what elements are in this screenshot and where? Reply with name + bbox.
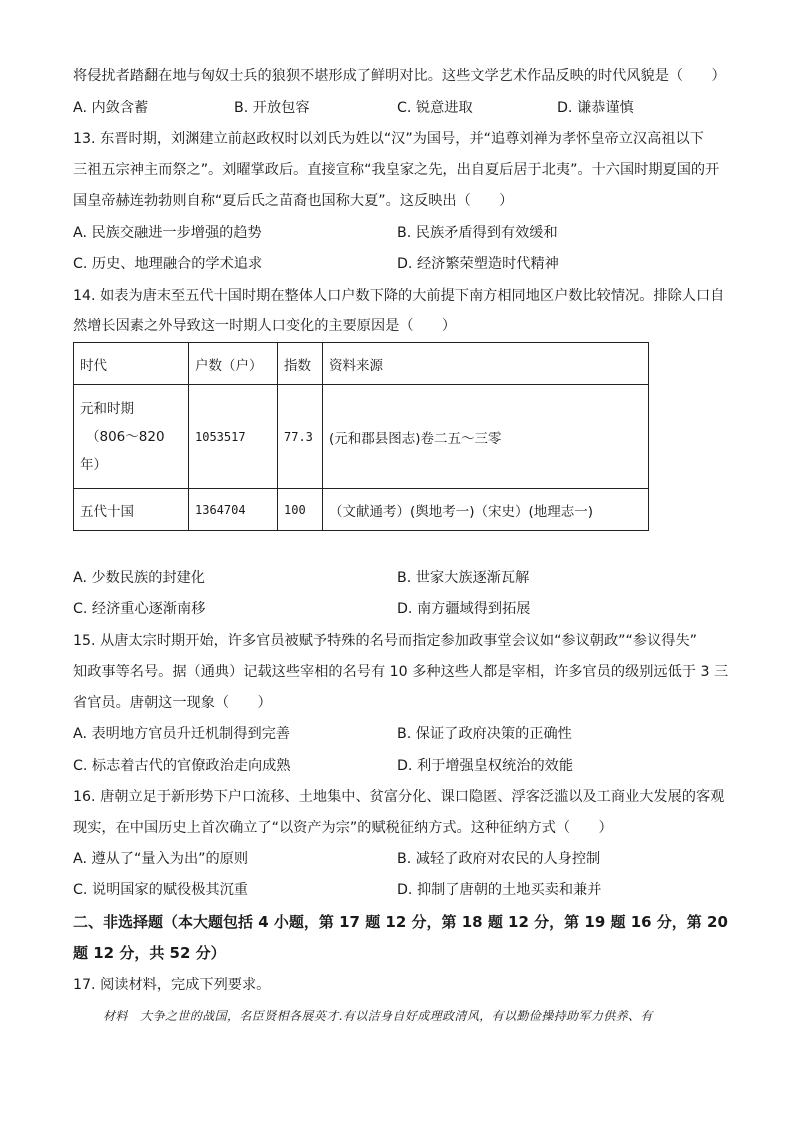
q14-stem-line-2: 然增长因素之外导致这一时期人口变化的主要原因是（ ）: [73, 318, 457, 334]
table-cell-era: [74, 385, 189, 489]
q16-stem-line-2: 现实，在中国历史上首次确立了“以资产为宗”的赋税征纳方式。这种征纳方式（ ）: [73, 820, 613, 836]
q16-option-c[interactable]: C. 说明国家的赋役极其沉重: [73, 882, 248, 898]
era-text: （806～820: [86, 428, 165, 445]
q14-option-a[interactable]: A. 少数民族的封建化: [73, 570, 205, 586]
table-cell-households: 1053517: [189, 385, 278, 489]
table-header-cell: 资料来源: [323, 343, 649, 385]
table-header-row: [74, 343, 649, 385]
table-cell-source: （文献通考）(舆地考一)（宋史）(地理志一): [323, 489, 649, 531]
q17-stem: 17. 阅读材料，完成下列要求。: [73, 977, 271, 993]
q13-option-c[interactable]: C. 历史、地理融合的学术追求: [73, 256, 263, 272]
section-heading-line-1: 二、非选择题（本大题包括 4 小题，第 17 题 12 分，第 18 题 12 分，第 19 题 16 分，第 20: [73, 913, 728, 931]
q13-stem-line-1: 13. 东晋时期，刘渊建立前赵政权时以刘氏为姓以“汉”为国号，并“追尊刘禅为孝怀皇帝立汉高祖以下: [73, 131, 704, 147]
era-text: 元和时期: [80, 400, 134, 417]
q12-option-d[interactable]: D. 谦恭谨慎: [557, 100, 634, 116]
q13-option-b[interactable]: B. 民族矛盾得到有效缓和: [397, 225, 558, 241]
q15-stem-line-2: 知政事等名号。据（通典）记载这些宰相的名号有 10 多种这些人都是宰相，许多官员的级别远低于 3 三: [73, 664, 729, 680]
q15-option-a[interactable]: A. 表明地方官员升迁机制得到完善: [73, 726, 291, 742]
table-header-cell: 时代: [74, 343, 189, 385]
table-cell-source: (元和郡县图志)卷二五～三零: [323, 385, 649, 489]
q15-stem-line-3: 省官员。唐朝这一现象（ ）: [73, 695, 272, 711]
q14-option-c[interactable]: C. 经济重心逐渐南移: [73, 601, 206, 617]
q16-option-d[interactable]: D. 抑制了唐朝的土地买卖和兼并: [397, 882, 602, 898]
q12-stem-tail: 将侵扰者踏翻在地与匈奴士兵的狼狈不堪形成了鲜明对比。这些文学艺术作品反映的时代风貌是（ ）: [73, 68, 726, 84]
q16-option-b[interactable]: B. 减轻了政府对农民的人身控制: [397, 851, 601, 867]
q17-material: 材料 大争之世的战国，名臣贤相各展英才.有以洁身自好成理政清风，有以勤俭操持助军力供养、有: [103, 1009, 653, 1023]
q14-stem-line-1: 14. 如表为唐末至五代十国时期在整体人口户数下降的大前提下南方相同地区户数比较情况。排除人口自: [73, 288, 725, 304]
q12-option-b[interactable]: B. 开放包容: [234, 100, 310, 116]
table-cell-households: 1364704: [189, 489, 278, 531]
table-cell-era: 五代十国: [74, 489, 189, 531]
era-text: 年）: [80, 456, 107, 473]
table-cell-index: 77.3: [278, 385, 323, 489]
q13-stem-line-2: 三祖五宗神主而祭之”。刘曜掌政后。直接宣称“我皇家之先，出自夏后居于北夷”。十六国时期夏国的开: [73, 162, 720, 178]
q13-stem-line-3: 国皇帝赫连勃勃则自称“夏后氏之苗裔也国称大夏”。这反映出（ ）: [73, 193, 514, 209]
q15-option-b[interactable]: B. 保证了政府决策的正确性: [397, 726, 572, 742]
table-cell-index: 100: [278, 489, 323, 531]
q13-option-d[interactable]: D. 经济繁荣塑造时代精神: [397, 256, 559, 272]
table-header-cell: 指数: [278, 343, 323, 385]
population-table: [73, 342, 649, 531]
q16-option-a[interactable]: A. 遵从了“量入为出”的原则: [73, 851, 249, 867]
q14-option-b[interactable]: B. 世家大族逐渐瓦解: [397, 570, 530, 586]
table-row: [74, 489, 649, 531]
q12-option-a[interactable]: A. 内敛含蓄: [73, 100, 149, 116]
q14-option-d[interactable]: D. 南方疆域得到拓展: [397, 601, 531, 617]
section-heading-line-2: 题 12 分，共 52 分）: [73, 944, 226, 962]
q12-option-c[interactable]: C. 锐意进取: [397, 100, 473, 116]
q15-option-c[interactable]: C. 标志着古代的官僚政治走向成熟: [73, 758, 291, 774]
q13-option-a[interactable]: A. 民族交融进一步增强的趋势: [73, 225, 262, 241]
q15-stem-line-1: 15. 从唐太宗时期开始，许多官员被赋予特殊的名号而指定参加政事堂会议如“参议朝政”“参议得失”: [73, 633, 697, 649]
table-row: [74, 385, 649, 489]
table-header-cell: 户数（户）: [189, 343, 278, 385]
q15-option-d[interactable]: D. 利于增强皇权统治的效能: [397, 758, 574, 774]
q16-stem-line-1: 16. 唐朝立足于新形势下户口流移、土地集中、贫富分化、课口隐匿、浮客泛滥以及工商业大发展的客观: [73, 789, 725, 805]
